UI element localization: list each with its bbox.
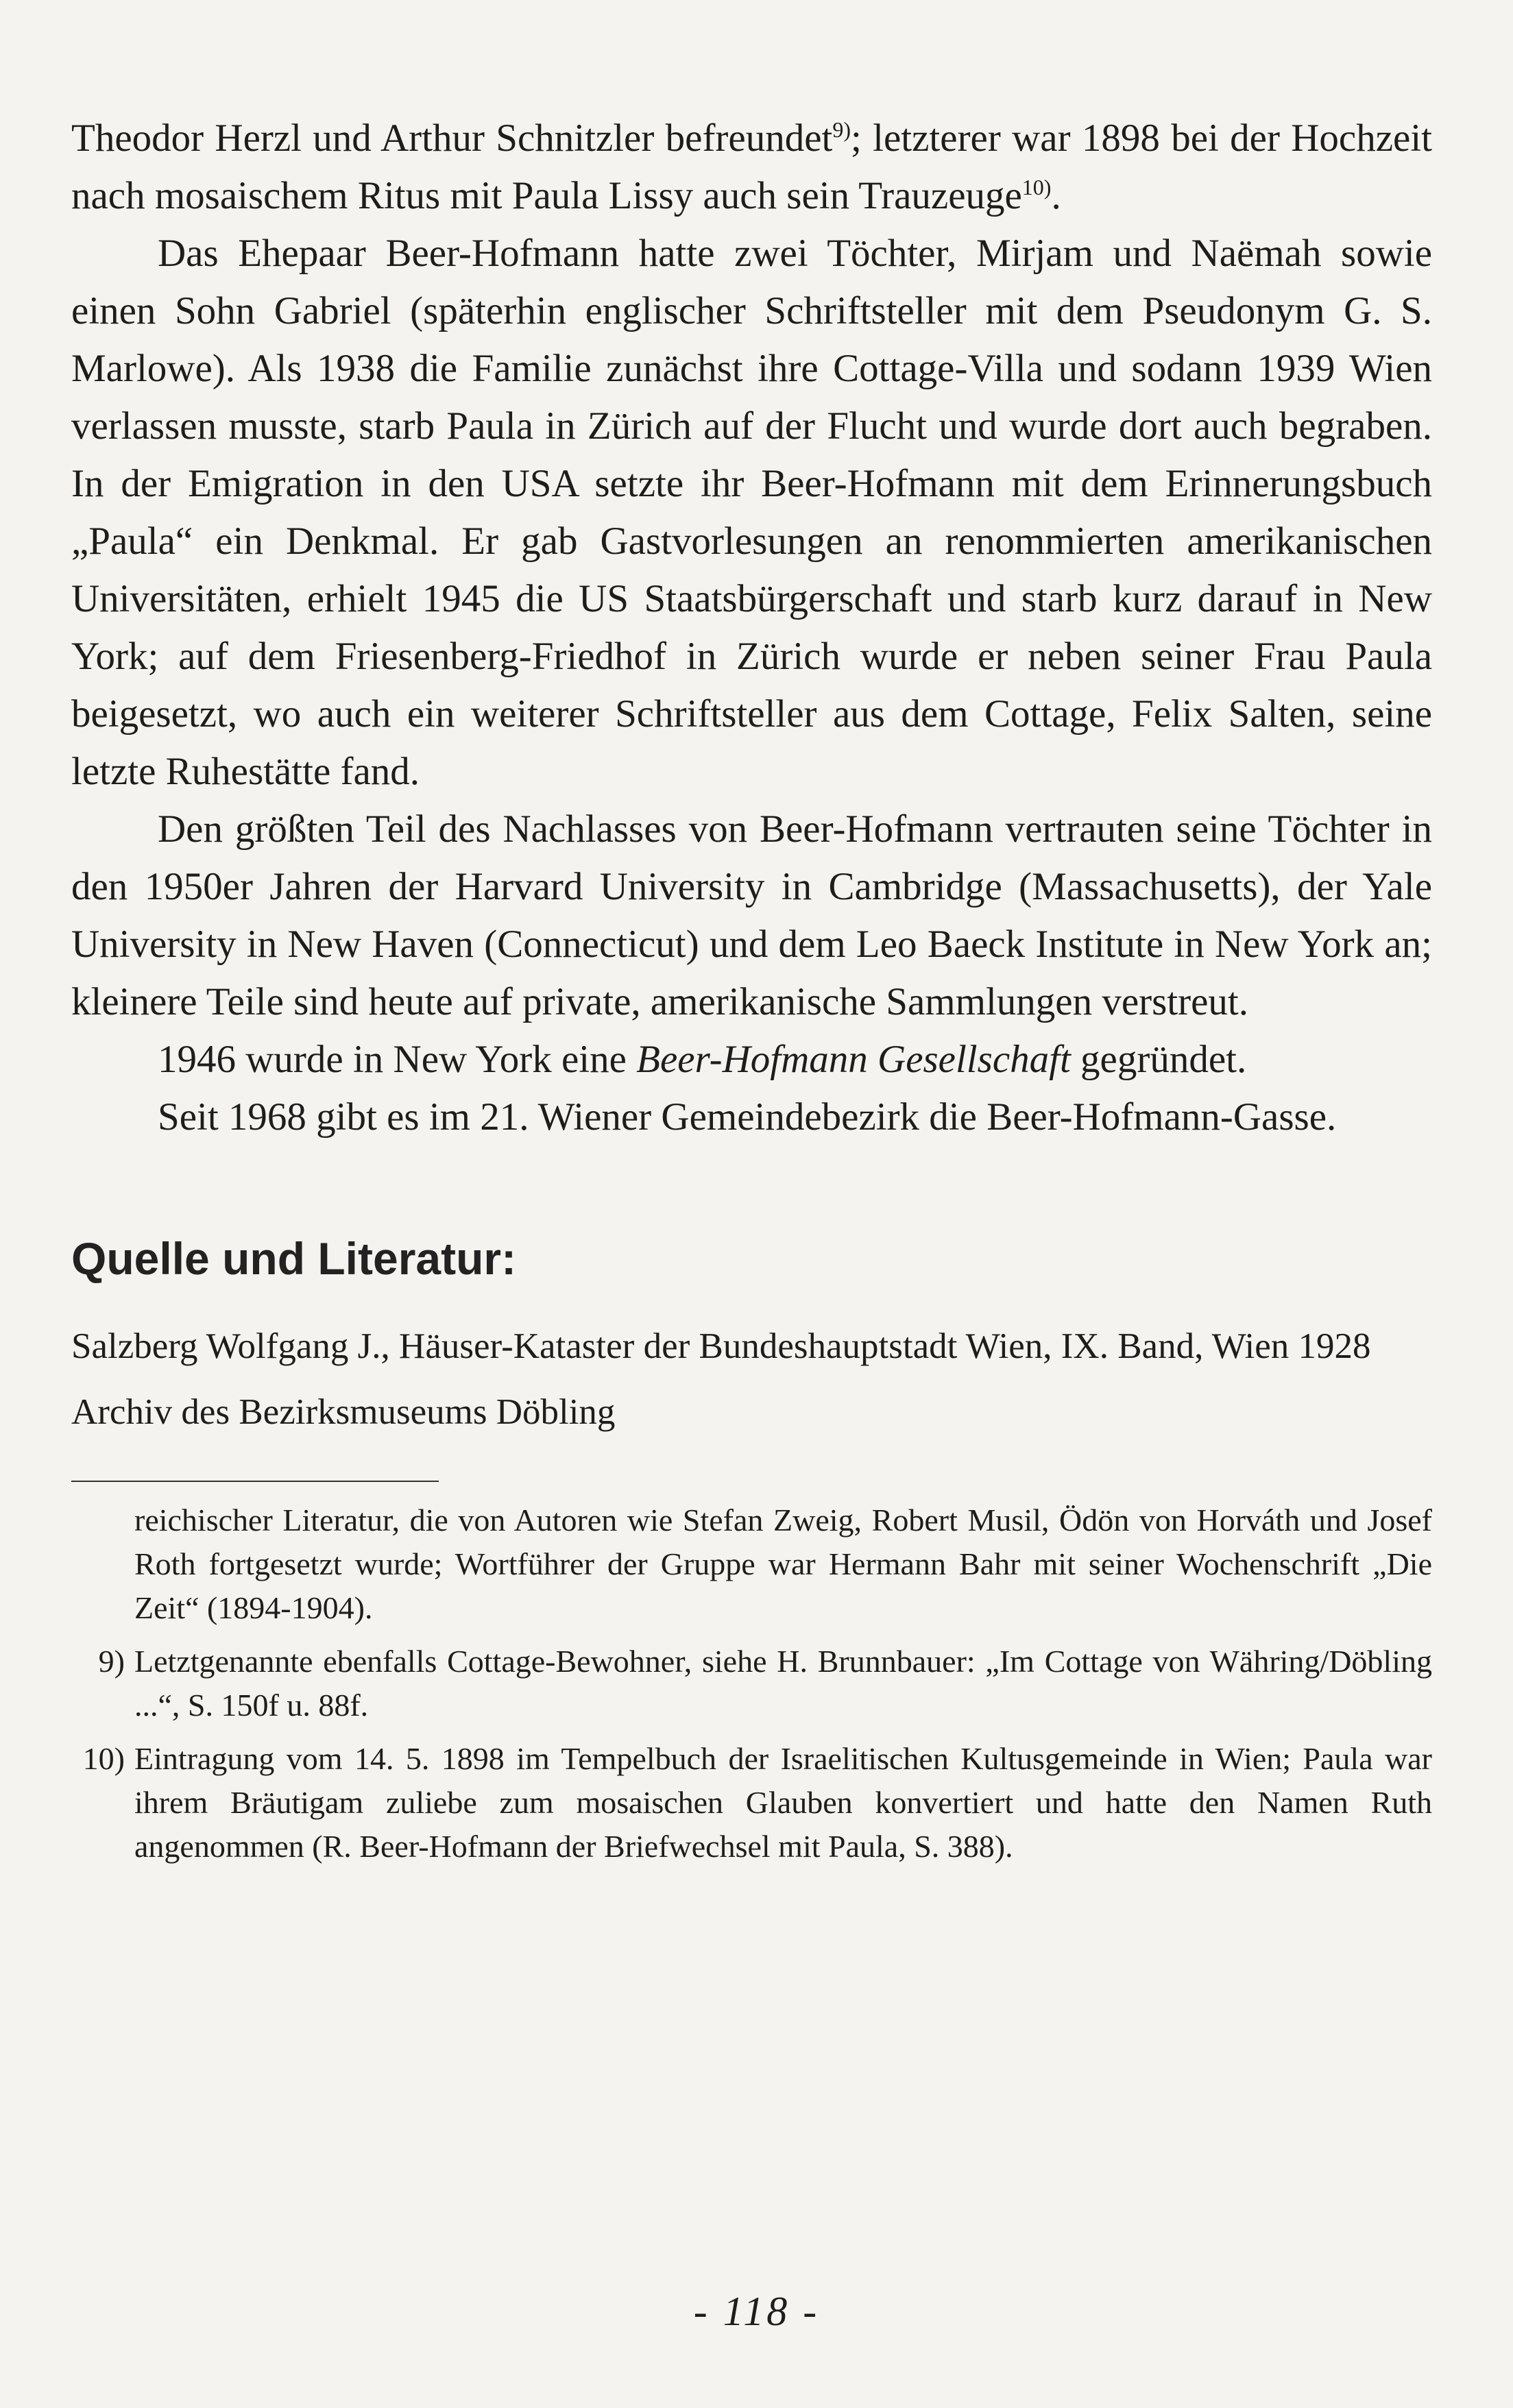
- page-number: - 118 -: [693, 2289, 820, 2334]
- footnote-reference-9[interactable]: 9): [832, 117, 851, 142]
- footnote-number: 9): [98, 1644, 125, 1679]
- footnote-number: 10): [82, 1741, 125, 1776]
- source-entry-1: Salzberg Wolfgang J., Häuser-Kataster der Bundeshauptstadt Wien, IX. Band, Wien 1928: [71, 1326, 1371, 1366]
- body-paragraph-5: Seit 1968 gibt es im 21. Wiener Gemeindebezirk die Beer-Hofmann-Gasse.: [158, 1095, 1337, 1139]
- footnote-divider: [71, 1481, 439, 1482]
- paragraph-text: ; letzterer war 1898 bei der Hochzeit nach mosaischem Ritus mit Paula Lissy auch sein Trauzeuge: [71, 117, 1432, 217]
- body-paragraph-1: [71, 110, 1432, 225]
- source-entry-2: Archiv des Bezirksmuseums Döbling: [71, 1392, 616, 1432]
- footnote-9: [71, 1640, 1432, 1727]
- footnote-text: Letztgenannte ebenfalls Cottage-Bewohner, siehe H. Brunnbauer: „Im Cottage von Währing/Döbling ...“, S. 150f u. 88f.: [134, 1644, 1432, 1723]
- page-content: [71, 110, 1432, 1869]
- paragraph-text: Theodor Herzl und Arthur Schnitzler befreundet: [71, 117, 833, 160]
- body-paragraph-4: [71, 1031, 1432, 1089]
- footnote-continuation: reichischer Literatur, die von Autoren wie Stefan Zweig, Robert Musil, Ödön von Horváth und Josef Roth fortgesetzt wurde; Wortführer der Gruppe war Hermann Bahr mit seiner Wochenschrift „Die Zeit“ (1894-1904).: [134, 1503, 1432, 1625]
- paragraph-text: gegründet.: [1070, 1038, 1247, 1081]
- footnote-10: [71, 1737, 1432, 1869]
- paragraph-text: 1946 wurde in New York eine: [158, 1038, 637, 1081]
- paragraph-text: .: [1051, 174, 1061, 217]
- body-paragraph-2: Das Ehepaar Beer-Hofmann hatte zwei Töchter, Mirjam und Naëmah sowie einen Sohn Gabriel (späterhin englischer Schriftsteller mit dem Pseudonym G. S. Marlowe). Als 1938 die Familie zunächst ihre Cottage-Villa und sodann 1939 Wien verlassen musste, starb Paula in Zürich auf der Flucht und wurde dort auch begraben. In der Emigration in den USA setzte ihr Beer-Hofmann mit dem Erinnerungsbuch „Paula“ ein Denkmal. Er gab Gastvorlesungen an renommierten amerikanischen Universitäten, erhielt 1945 die US Staatsbürgerschaft und starb kurz darauf in New York; auf dem Friesenberg-Friedhof in Zürich wurde er neben seiner Frau Paula beigesetzt, wo auch ein weiterer Schriftsteller aus dem Cottage, Felix Salten, seine letzte Ruhestätte fand.: [71, 232, 1432, 793]
- footnote-text: Eintragung vom 14. 5. 1898 im Tempelbuch der Israelitischen Kultusgemeinde in Wien; Paula war ihrem Bräutigam zuliebe zum mosaischen Glauben konvertiert und hatte den Namen Ruth angenommen (R. Beer-Hofmann der Briefwechsel mit Paula, S. 388).: [134, 1741, 1432, 1864]
- society-name: Beer-Hofmann Gesellschaft: [636, 1038, 1071, 1081]
- literature-heading: Quelle und Literatur:: [71, 1233, 517, 1284]
- footnote-reference-10[interactable]: 10): [1021, 175, 1052, 199]
- body-paragraph-3: Den größten Teil des Nachlasses von Beer-Hofmann vertrauten seine Töchter in den 1950er Jahren der Harvard University in Cambridge (Massachusetts), der Yale University in New Haven (Connecticut) und dem Leo Baeck Institute in New York an; kleinere Teile sind heute auf private, amerikanische Sammlungen verstreut.: [71, 807, 1432, 1023]
